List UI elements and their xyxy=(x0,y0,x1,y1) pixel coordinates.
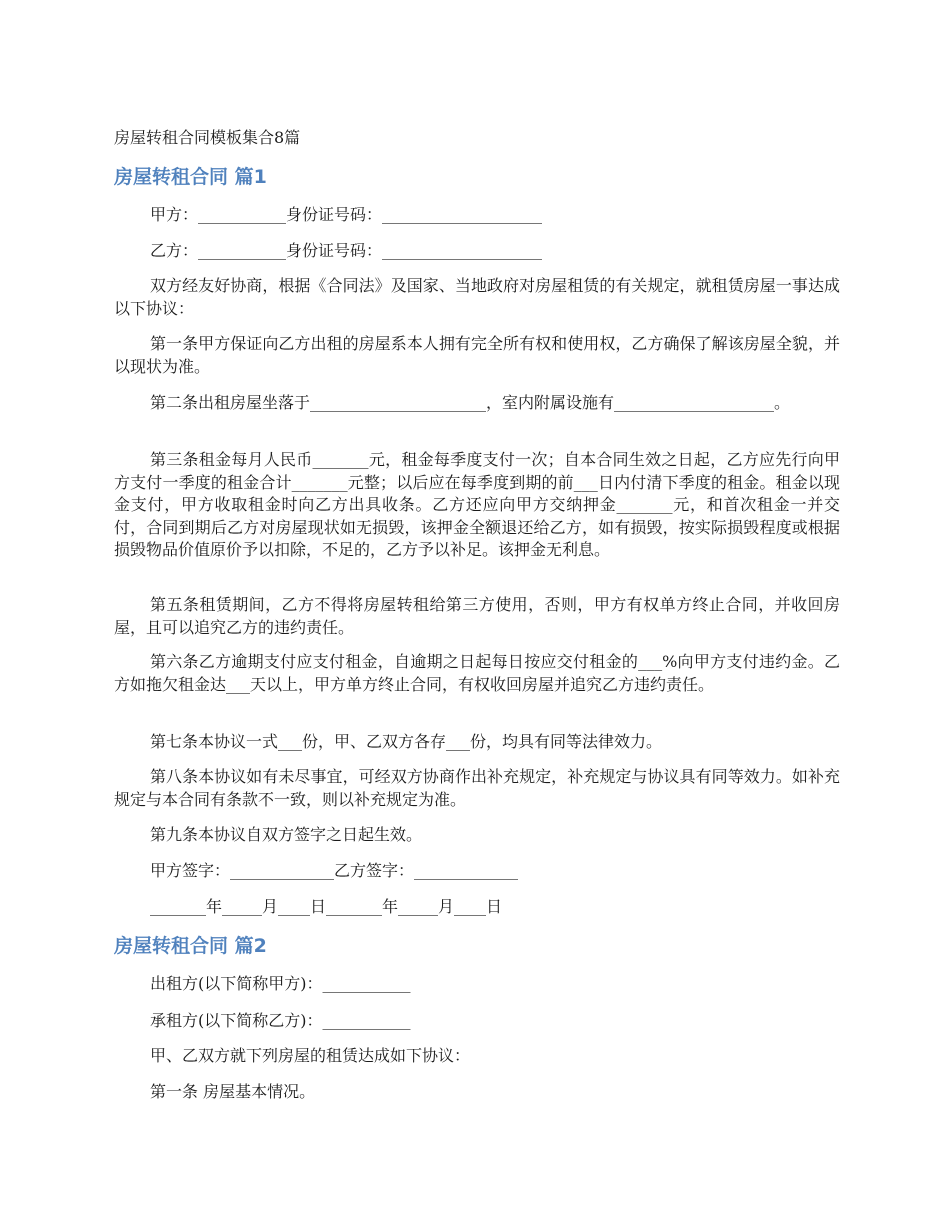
lessor-line: 出租方(以下简称甲方)：___________ xyxy=(150,974,411,993)
clause-5-paragraph: 第五条租赁期间，乙方不得将房屋转租给第三方使用，否则，甲方有权单方终止合同，并收回房屋，且可以追究乙方的违约责任。 xyxy=(114,595,840,637)
date-line: _______年_____月____日_______年_____月____日 xyxy=(150,897,503,916)
clause-8-paragraph: 第八条本协议如有未尽事宜，可经双方协商作出补充规定，补充规定与协议具有同等效力。如补充规定与本合同有条款不一致，则以补充规定为准。 xyxy=(114,767,840,809)
clause-2-paragraph: 第二条出租房屋坐落于______________________，室内附属设施有____________________。 xyxy=(150,393,791,412)
document-title: 房屋转租合同模板集合8篇 xyxy=(114,128,301,147)
clause-7-paragraph: 第七条本协议一式___份，甲、乙双方各存___份，均具有同等法律效力。 xyxy=(150,732,663,751)
section-heading-1: 房屋转租合同 篇1 xyxy=(114,166,267,188)
preamble-paragraph: 双方经友好协商，根据《合同法》及国家、当地政府对房屋租赁的有关规定，就租赁房屋一事达成以下协议： xyxy=(114,276,840,318)
party-a-line: 甲方：___________身份证号码：____________________ xyxy=(150,205,543,224)
section-heading-2: 房屋转租合同 篇2 xyxy=(114,935,267,957)
party-b-line: 乙方：___________身份证号码：____________________ xyxy=(150,241,543,260)
article-1-heading: 第一条 房屋基本情况。 xyxy=(150,1082,316,1101)
signature-line: 甲方签字：_____________乙方签字：_____________ xyxy=(150,861,519,880)
lessee-line: 承租方(以下简称乙方)：___________ xyxy=(150,1011,411,1030)
clause-6-paragraph: 第六条乙方逾期支付应支付租金，自逾期之日起每日按应交付租金的___%向甲方支付违约金。乙方如拖欠租金达___天以上，甲方单方终止合同，有权收回房屋并追究乙方违约责任。 xyxy=(114,652,840,694)
clause-9-paragraph: 第九条本协议自双方签字之日起生效。 xyxy=(150,825,423,844)
agreement-intro-line: 甲、乙双方就下列房屋的租赁达成如下协议： xyxy=(150,1046,471,1065)
clause-1-paragraph: 第一条甲方保证向乙方出租的房屋系本人拥有完全所有权和使用权，乙方确保了解该房屋全貌，并以现状为准。 xyxy=(114,334,840,376)
clause-3-paragraph: 第三条租金每月人民币_______元，租金每季度支付一次；自本合同生效之日起，乙方应先行向甲方支付一季度的租金合计_______元整；以后应在每季度到期的前___日内付清下季度的租金。租金以现金支付，甲方收取租金时向乙方出具收条。乙方还应向甲方交纳押金_______元，和首次租金一并交付，合同到期后乙方对房屋现状如无损毁，该押金全额退还给乙方，如有损毁，按实际损毁程度或根据损毁物品价值原价予以扣除，不足的，乙方予以补足。该押金无利息。 xyxy=(114,450,840,559)
